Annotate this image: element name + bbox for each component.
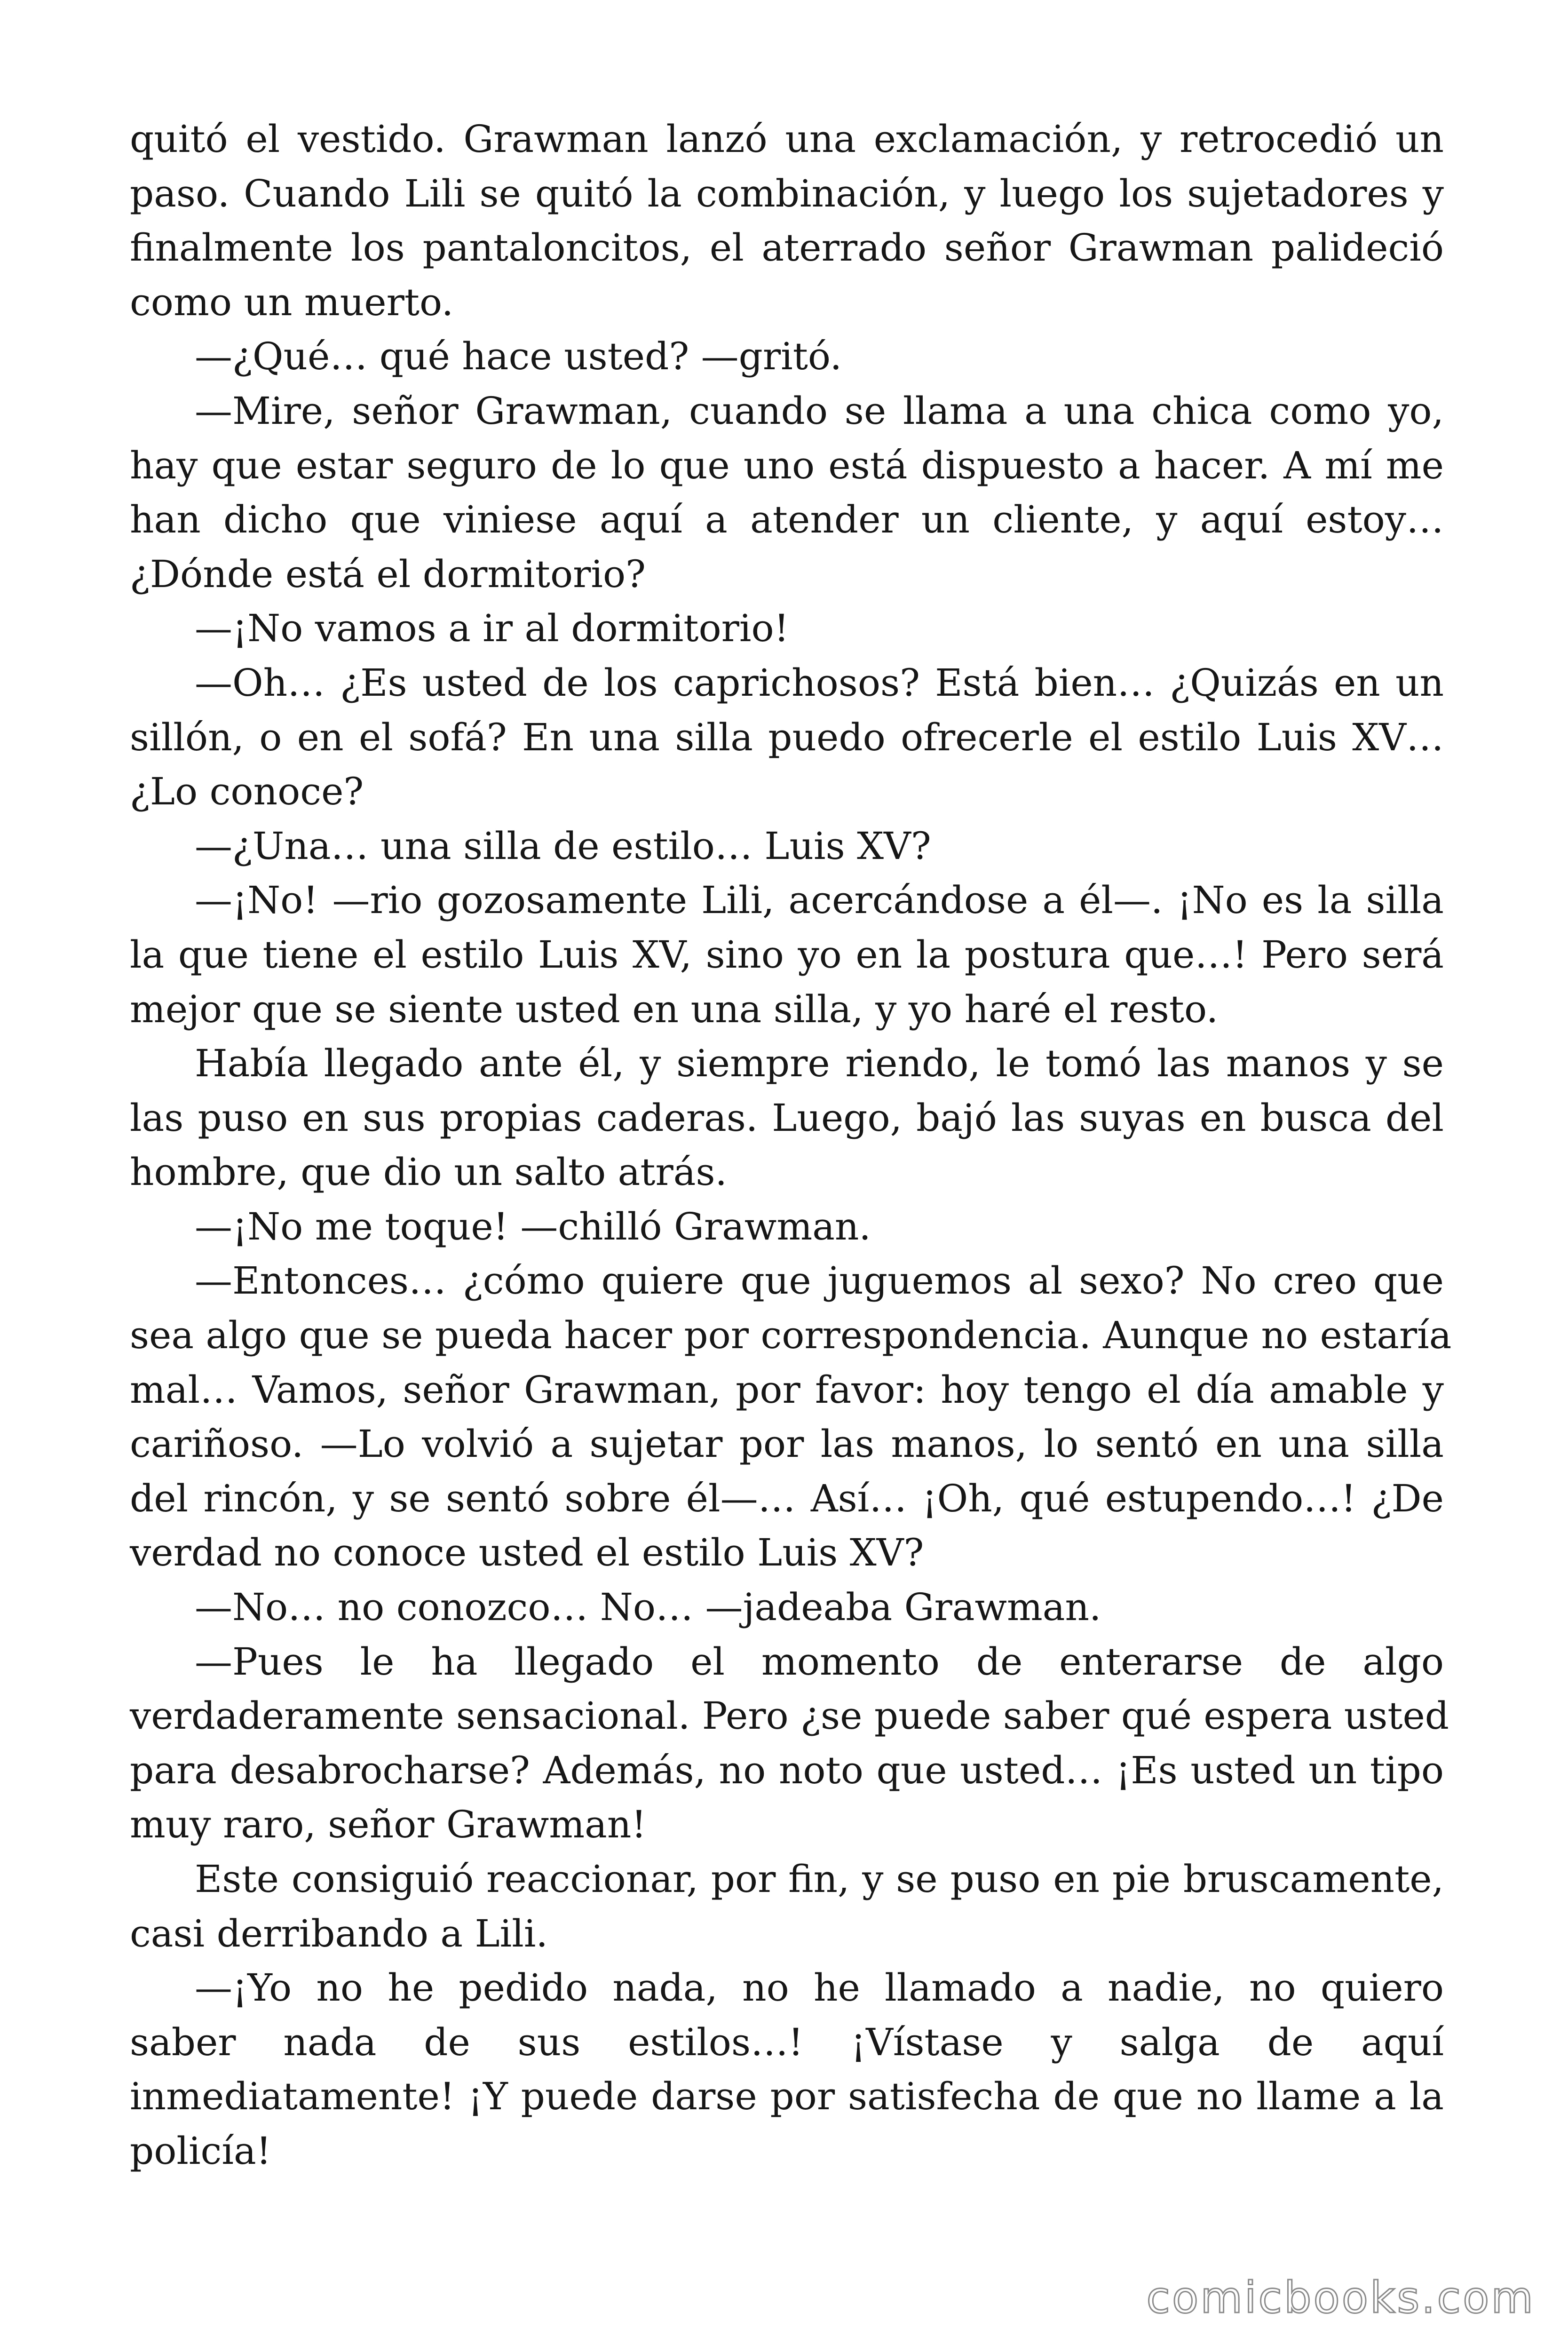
text-line: muy raro, señor Grawman! xyxy=(130,1803,647,1847)
text-line: —¡No me toque! —chilló Grawman. xyxy=(195,1204,871,1248)
text-line: sillón, o en el sofá? En una silla puedo ofrecerle el estilo Luis XV… xyxy=(130,715,1444,759)
text-line: han dicho que viniese aquí a atender un cliente, y aquí estoy… xyxy=(130,498,1444,542)
text-line: del rincón, y se sentó sobre él—… Así… ¡Oh, qué estupendo…! ¿De xyxy=(130,1476,1444,1520)
text-line: sea algo que se pueda hacer por correspondencia. Aunque no estaría xyxy=(130,1313,1452,1358)
text-line: casi derribando a Lili. xyxy=(130,1911,548,1955)
text-line: Este consiguió reaccionar, por fin, y se puso en pie bruscamente, xyxy=(195,1857,1444,1901)
text-line: verdad no conoce usted el estilo Luis XV? xyxy=(130,1531,924,1575)
text-line: verdaderamente sensacional. Pero ¿se puede saber qué espera usted xyxy=(130,1694,1449,1738)
text-line: —Oh… ¿Es usted de los caprichosos? Está bien… ¿Quizás en un xyxy=(195,660,1444,705)
text-line: —¡Yo no he pedido nada, no he llamado a nadie, no quiero xyxy=(195,1966,1444,2010)
text-line: cariñoso. —Lo volvió a sujetar por las manos, lo sentó en una silla xyxy=(130,1422,1444,1466)
text-line: —Mire, señor Grawman, cuando se llama a una chica como yo, xyxy=(195,389,1444,433)
text-line: —¿Una… una silla de estilo… Luis XV? xyxy=(195,824,931,868)
text-line: Había llegado ante él, y siempre riendo, le tomó las manos y se xyxy=(195,1041,1444,1086)
text-line: como un muerto. xyxy=(130,280,454,324)
text-line: mejor que se siente usted en una silla, y yo haré el resto. xyxy=(130,987,1219,1031)
text-line: —No… no conozco… No… —jadeaba Grawman. xyxy=(195,1585,1101,1629)
text-line: —¡No vamos a ir al dormitorio! xyxy=(195,606,789,651)
body-text xyxy=(130,112,1452,2178)
text-line: ¿Lo conoce? xyxy=(130,770,364,814)
text-line: policía! xyxy=(130,2129,271,2173)
text-line: mal… Vamos, señor Grawman, por favor: hoy tengo el día amable y xyxy=(130,1367,1444,1412)
text-line: inmediatamente! ¡Y puede darse por satisfecha de que no llame a la xyxy=(130,2074,1444,2119)
text-line: finalmente los pantaloncitos, el aterrado señor Grawman palideció xyxy=(130,226,1444,270)
text-line: —Entonces… ¿cómo quiere que juguemos al sexo? No creo que xyxy=(195,1259,1444,1303)
text-line: —¿Qué… qué hace usted? —gritó. xyxy=(195,334,842,379)
text-line: hombre, que dio un salto atrás. xyxy=(130,1150,727,1194)
text-line: hay que estar seguro de lo que uno está dispuesto a hacer. A mí me xyxy=(130,443,1444,487)
text-line: la que tiene el estilo Luis XV, sino yo en la postura que…! Pero será xyxy=(130,932,1444,977)
text-line: para desabrocharse? Además, no noto que usted… ¡Es usted un tipo xyxy=(130,1748,1444,1792)
watermark: comicbooks.com xyxy=(1146,2273,1535,2323)
text-line: quitó el vestido. Grawman lanzó una exclamación, y retrocedió un xyxy=(130,117,1444,161)
text-line: ¿Dónde está el dormitorio? xyxy=(130,552,646,596)
text-line: —Pues le ha llegado el momento de enterarse de algo xyxy=(195,1639,1444,1684)
text-line: paso. Cuando Lili se quitó la combinación, y luego los sujetadores y xyxy=(130,171,1444,215)
text-line: —¡No! —rio gozosamente Lili, acercándose a él—. ¡No es la silla xyxy=(195,878,1444,922)
text-line: las puso en sus propias caderas. Luego, bajó las suyas en busca del xyxy=(130,1096,1444,1140)
text-line: saber nada de sus estilos…! ¡Vístase y salga de aquí xyxy=(130,2020,1444,2064)
